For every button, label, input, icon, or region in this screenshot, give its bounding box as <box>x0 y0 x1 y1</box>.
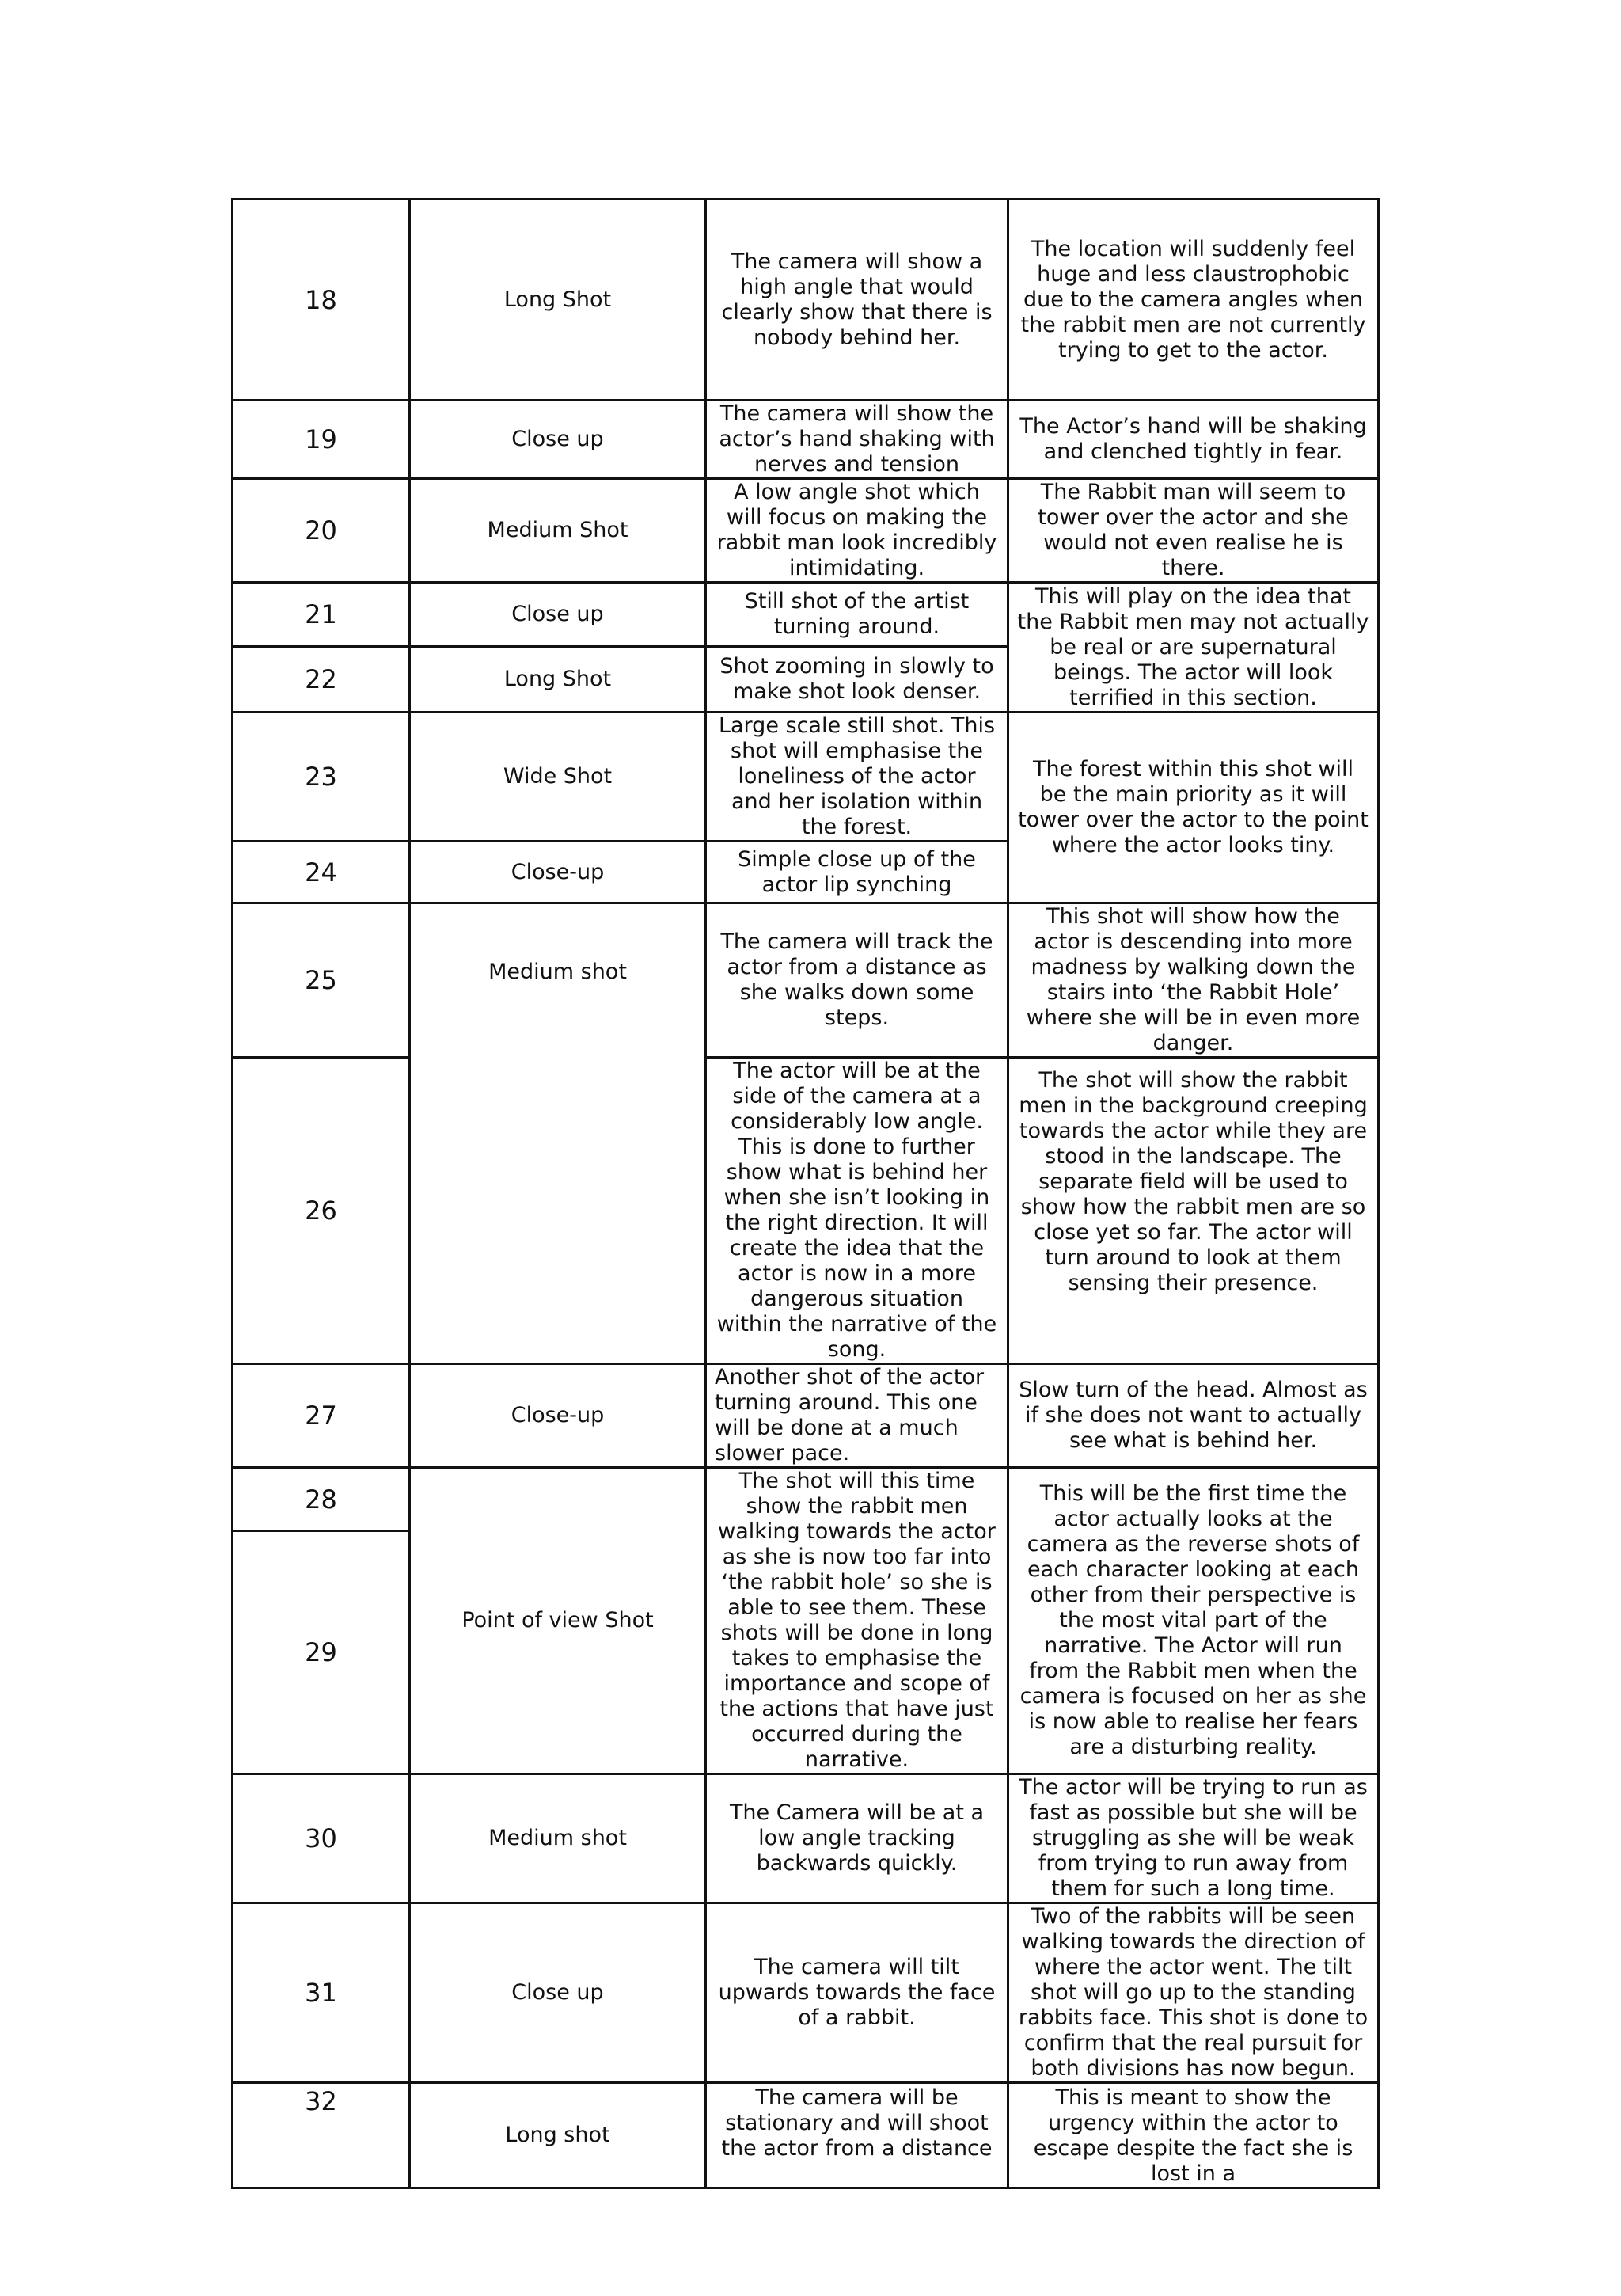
shot-effect: The shot will show the rabbit men in the background creeping towards the actor while they are stood in the landscape. The separate field will be used to show how the rabbit men are so close yet so far. The actor will turn around to look at them sensing their presence. <box>1008 1058 1379 1364</box>
shot-effect: This will be the first time the actor actually looks at the camera as the reverse shots of each character looking at each other from their perspective is the most vital part of the narrative. The Actor will run from the Rabbit men when the camera is focused on her as she is now able to realise her fears are a disturbing reality. <box>1008 1468 1379 1774</box>
shot-number: 19 <box>233 401 410 479</box>
shot-number: 30 <box>233 1774 410 1903</box>
shot-list-table <box>231 198 1380 2189</box>
shot-type: Medium shot <box>410 903 706 1364</box>
table-row <box>233 1903 1379 2083</box>
shot-type: Close up <box>410 1903 706 2083</box>
table-row <box>233 1364 1379 1468</box>
shot-number: 20 <box>233 479 410 583</box>
shot-effect: This shot will show how the actor is descending into more madness by walking down the stairs into ‘the Rabbit Hole’ where she will be in even more danger. <box>1008 903 1379 1058</box>
shot-number: 22 <box>233 647 410 713</box>
shot-effect: The forest within this shot will be the main priority as it will tower over the actor to the point where the actor looks tiny. <box>1008 713 1379 903</box>
shot-effect: The Rabbit man will seem to tower over the actor and she would not even realise he is there. <box>1008 479 1379 583</box>
shot-description: Shot zooming in slowly to make shot look denser. <box>706 647 1008 713</box>
table-row <box>233 2083 1379 2188</box>
shot-effect: This is meant to show the urgency within the actor to escape despite the fact she is lost in a <box>1008 2083 1379 2188</box>
shot-type: Long Shot <box>410 647 706 713</box>
shot-effect: The actor will be trying to run as fast as possible but she will be struggling as she will be weak from trying to run away from them for such a long time. <box>1008 1774 1379 1903</box>
shot-description: The shot will this time show the rabbit men walking towards the actor as she is now too far into ‘the rabbit hole’ so she is able to see them. These shots will be done in long takes to emphasise the importance and scope of the actions that have just occurred during the narrative. <box>706 1468 1008 1774</box>
shot-description: The camera will show a high angle that would clearly show that there is nobody behind her. <box>706 200 1008 401</box>
shot-effect: The Actor’s hand will be shaking and clenched tightly in fear. <box>1008 401 1379 479</box>
shot-description: The camera will be stationary and will shoot the actor from a distance <box>706 2083 1008 2188</box>
table-row <box>233 1774 1379 1903</box>
shot-description: The camera will show the actor’s hand shaking with nerves and tension <box>706 401 1008 479</box>
shot-description: Another shot of the actor turning around. This one will be done at a much slower pace. <box>706 1364 1008 1468</box>
shot-number: 23 <box>233 713 410 842</box>
shot-description: Simple close up of the actor lip synching <box>706 842 1008 903</box>
shot-description: Large scale still shot. This shot will emphasise the loneliness of the actor and her isolation within the forest. <box>706 713 1008 842</box>
shot-type: Point of view Shot <box>410 1468 706 1774</box>
shot-effect: This will play on the idea that the Rabbit men may not actually be real or are supernatural beings. The actor will look terrified in this section. <box>1008 583 1379 713</box>
shot-type: Medium Shot <box>410 479 706 583</box>
shot-type: Close-up <box>410 1364 706 1468</box>
shot-type: Medium shot <box>410 1774 706 1903</box>
shot-effect: The location will suddenly feel huge and less claustrophobic due to the camera angles when the rabbit men are not currently trying to get to the actor. <box>1008 200 1379 401</box>
shot-number: 29 <box>233 1531 410 1774</box>
shot-description: Still shot of the artist turning around. <box>706 583 1008 647</box>
shot-number: 18 <box>233 200 410 401</box>
table-row <box>233 479 1379 583</box>
shot-description: A low angle shot which will focus on making the rabbit man look incredibly intimidating. <box>706 479 1008 583</box>
shot-type: Wide Shot <box>410 713 706 842</box>
table-row <box>233 903 1379 1058</box>
table-row <box>233 200 1379 401</box>
shot-description: The Camera will be at a low angle tracking backwards quickly. <box>706 1774 1008 1903</box>
table-row <box>233 583 1379 647</box>
shot-description: The camera will tilt upwards towards the face of a rabbit. <box>706 1903 1008 2083</box>
shot-number: 25 <box>233 903 410 1058</box>
shot-number: 27 <box>233 1364 410 1468</box>
table-row <box>233 1058 1379 1364</box>
shot-type: Long shot <box>410 2083 706 2188</box>
shot-effect: Two of the rabbits will be seen walking towards the direction of where the actor went. The tilt shot will go up to the standing rabbits face. This shot is done to confirm that the real pursuit for both divisions has now begun. <box>1008 1903 1379 2083</box>
shot-type: Long Shot <box>410 200 706 401</box>
shot-number: 26 <box>233 1058 410 1364</box>
table-row <box>233 713 1379 842</box>
shot-type: Close up <box>410 583 706 647</box>
shot-number: 28 <box>233 1468 410 1531</box>
shot-description: The actor will be at the side of the camera at a considerably low angle. This is done to further show what is behind her when she isn’t looking in the right direction. It will create the idea that the actor is now in a more dangerous situation within the narrative of the song. <box>706 1058 1008 1364</box>
shot-number: 32 <box>233 2083 410 2188</box>
shot-effect: Slow turn of the head. Almost as if she does not want to actually see what is behind her. <box>1008 1364 1379 1468</box>
shot-type: Close up <box>410 401 706 479</box>
table-row <box>233 1468 1379 1531</box>
shot-number: 31 <box>233 1903 410 2083</box>
table-row <box>233 401 1379 479</box>
shot-number: 21 <box>233 583 410 647</box>
shot-description: The camera will track the actor from a distance as she walks down some steps. <box>706 903 1008 1058</box>
shot-type: Close-up <box>410 842 706 903</box>
shot-number: 24 <box>233 842 410 903</box>
